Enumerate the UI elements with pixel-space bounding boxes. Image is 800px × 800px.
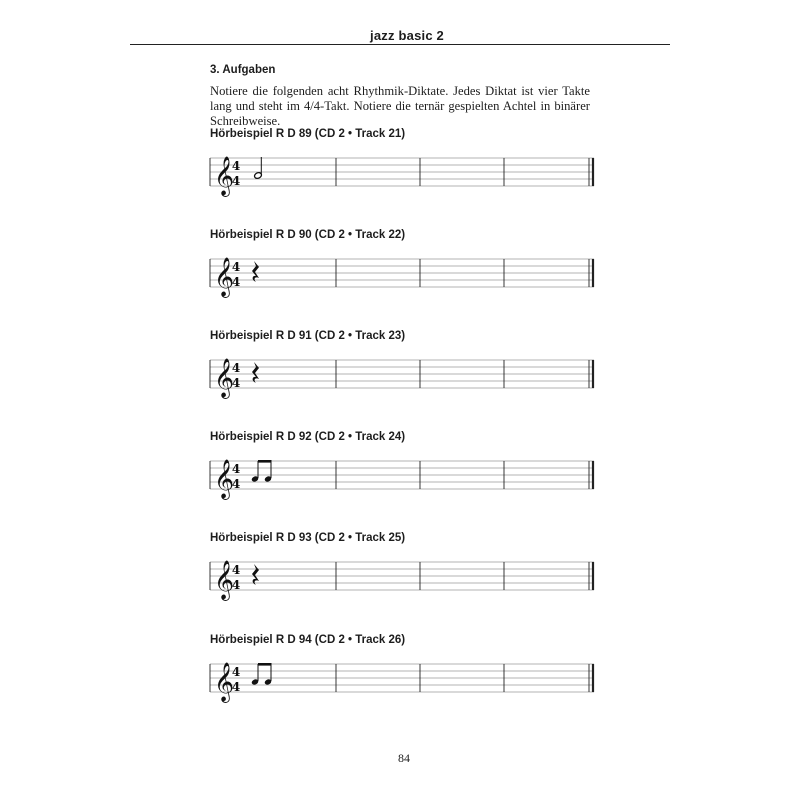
- exercise-label: Hörbeispiel R D 93 (CD 2 • Track 25): [210, 532, 406, 544]
- music-staff: [210, 660, 594, 700]
- exercise-label: Hörbeispiel R D 94 (CD 2 • Track 26): [210, 634, 406, 646]
- time-signature-top: 4: [231, 260, 241, 274]
- staff-lines: [210, 259, 594, 287]
- exercise-label: Hörbeispiel R D 92 (CD 2 • Track 24): [210, 431, 406, 443]
- treble-clef-icon: 𝄞: [214, 257, 235, 297]
- time-signature-bottom: 4: [231, 275, 241, 289]
- music-staff: [210, 558, 594, 598]
- beamed-eighth-notes-icon: [251, 460, 272, 483]
- time-signature-bottom: 4: [231, 680, 241, 694]
- exercise-item: [210, 634, 594, 702]
- treble-clef-icon: 𝄞: [214, 156, 235, 196]
- time-signature-bottom: 4: [231, 477, 241, 491]
- music-staff: [210, 255, 594, 295]
- section-title: 3. Aufgaben: [210, 64, 276, 76]
- exercise-item: [210, 128, 594, 196]
- staff-lines: [210, 461, 594, 489]
- page-header: [130, 28, 670, 45]
- time-signature-top: 4: [231, 462, 241, 476]
- music-staff: [210, 356, 594, 396]
- treble-clef-icon: 𝄞: [214, 560, 235, 600]
- exercise-label: Hörbeispiel R D 91 (CD 2 • Track 23): [210, 330, 406, 342]
- page-number: 84: [398, 751, 410, 765]
- time-signature-top: 4: [231, 361, 241, 375]
- treble-clef-icon: 𝄞: [214, 662, 235, 702]
- quarter-rest-icon: [252, 362, 259, 383]
- treble-clef-icon: 𝄞: [214, 459, 235, 499]
- quarter-rest-icon: [252, 261, 259, 282]
- time-signature-top: 4: [231, 159, 241, 173]
- beamed-eighth-notes-icon: [251, 663, 272, 686]
- quarter-rest-icon: [252, 564, 259, 585]
- instructions-paragraph: Notiere die folgenden acht Rhythmik-Diktate. Jedes Diktat ist vier Takte lang und steht im 4/4-Takt. Notiere die ternär gespielten Achtel in binärer Schreibweise.: [210, 84, 590, 128]
- half-note-icon: [254, 157, 263, 179]
- header-title: jazz basic 2: [370, 28, 444, 43]
- time-signature-top: 4: [231, 665, 241, 679]
- time-signature-bottom: 4: [231, 578, 241, 592]
- treble-clef-icon: 𝄞: [214, 358, 235, 398]
- staff-lines: [210, 664, 594, 692]
- exercise-label: Hörbeispiel R D 89 (CD 2 • Track 21): [210, 128, 406, 140]
- exercise-label: Hörbeispiel R D 90 (CD 2 • Track 22): [210, 229, 406, 241]
- time-signature-top: 4: [231, 563, 241, 577]
- time-signature-bottom: 4: [231, 174, 241, 188]
- staff-lines: [210, 360, 594, 388]
- music-staff: [210, 154, 594, 194]
- exercise-item: [210, 229, 594, 297]
- staff-lines: [210, 158, 594, 186]
- music-staff: [210, 457, 594, 497]
- exercise-item: [210, 532, 594, 600]
- staff-lines: [210, 562, 594, 590]
- exercise-item: [210, 330, 594, 398]
- time-signature-bottom: 4: [231, 376, 241, 390]
- exercise-item: [210, 431, 594, 499]
